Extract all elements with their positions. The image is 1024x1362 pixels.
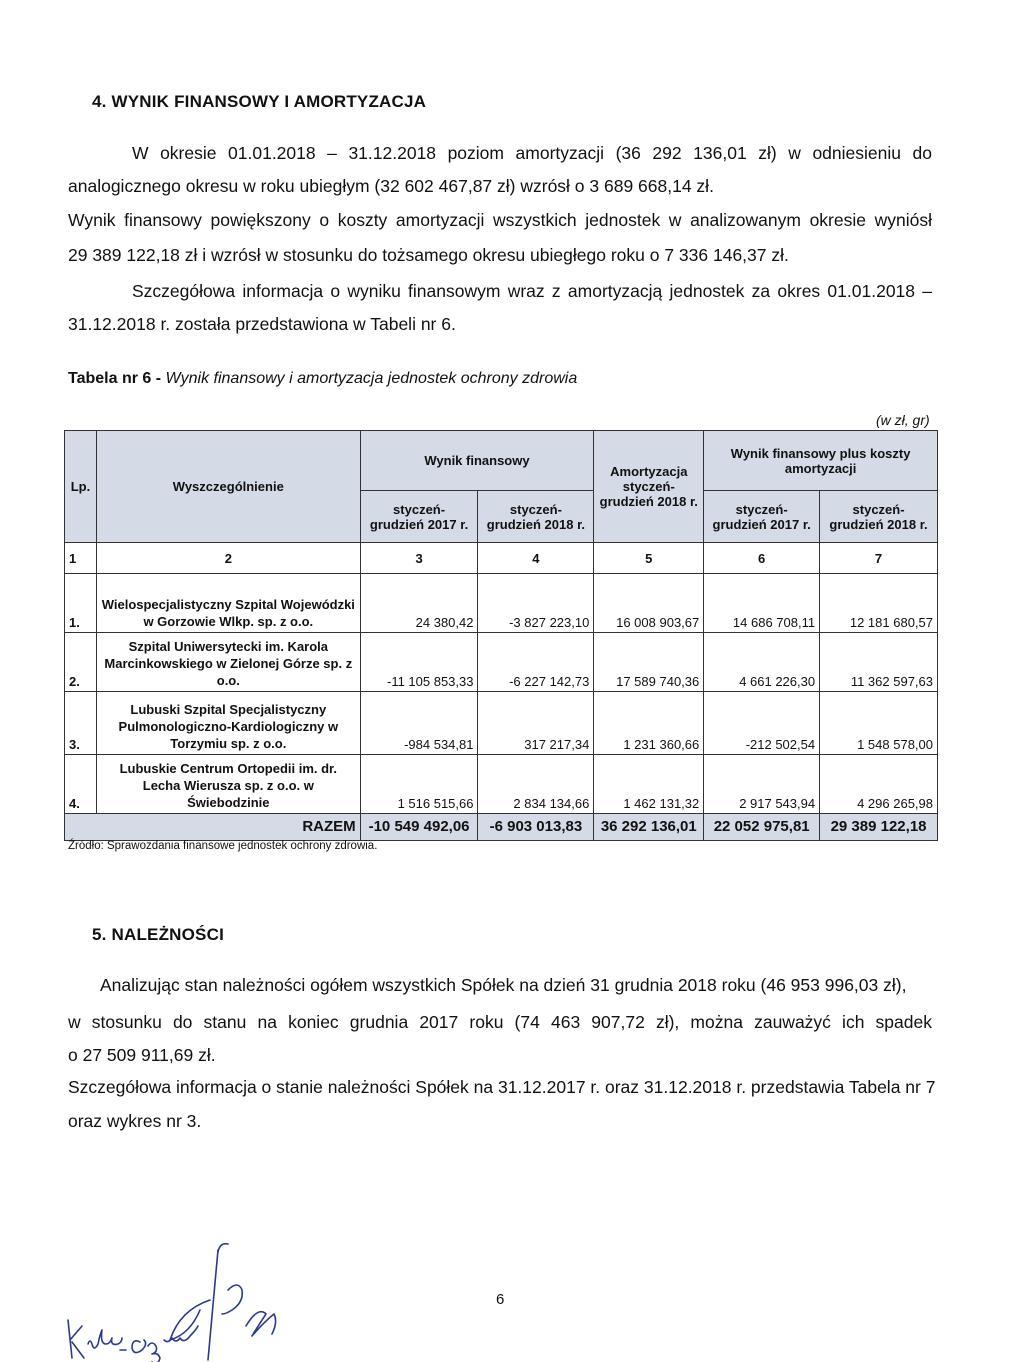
section-4-heading: 4. WYNIK FINANSOWY I AMORTYZACJA <box>92 92 427 111</box>
header-plus-2018: styczeń- grudzień 2018 r. <box>820 491 938 543</box>
row-wynik-2018: -3 827 223,10 <box>478 574 594 633</box>
section-5-line-4: Szczegółowa informacja o stanie należności Spółek na 31.12.2017 r. oraz 31.12.2018 r. przedstawia Tabela nr 7 <box>68 1077 936 1097</box>
row-plus-2017: 14 686 708,11 <box>704 574 820 633</box>
row-plus-2018: 11 362 597,63 <box>820 633 938 692</box>
row-wynik-2017: 24 380,42 <box>360 574 478 633</box>
row-lp: 3. <box>65 692 97 755</box>
total-row <box>65 814 938 841</box>
row-amortyzacja: 1 231 360,66 <box>594 692 704 755</box>
row-wynik-2017: -11 105 853,33 <box>360 633 478 692</box>
total-plus-2018: 29 389 122,18 <box>820 814 938 841</box>
row-wynik-2018: 317 217,34 <box>478 692 594 755</box>
row-wynik-2018: 2 834 134,66 <box>478 755 594 814</box>
financial-table <box>64 430 938 841</box>
row-lp: 2. <box>65 633 97 692</box>
table-source-note: Źródło: Sprawozdania finansowe jednostek ochrony zdrowia. <box>68 840 378 852</box>
total-wynik-2017: -10 549 492,06 <box>360 814 478 841</box>
section-4-line-4: 29 389 122,18 zł i wzrósł w stosunku do tożsamego okresu ubiegłego roku o 7 336 146,37 zł. <box>68 245 789 265</box>
row-plus-2017: 4 661 226,30 <box>704 633 820 692</box>
section-5-line-5: oraz wykres nr 3. <box>68 1111 202 1131</box>
page-number: 6 <box>496 1291 505 1308</box>
section-4-line-6: 31.12.2018 r. została przedstawiona w Tabeli nr 6. <box>68 314 456 334</box>
row-name: Lubuski Szpital Specjalistyczny Pulmonologiczno-Kardiologiczny w Torzymiu sp. z o.o. <box>96 692 360 755</box>
header-plus-2017: styczeń- grudzień 2017 r. <box>704 491 820 543</box>
row-amortyzacja: 17 589 740,36 <box>594 633 704 692</box>
row-plus-2017: -212 502,54 <box>704 692 820 755</box>
row-name: Lubuskie Centrum Ortopedii im. dr. Lecha Wierusza sp. z o.o. w Świebodzinie <box>96 755 360 814</box>
total-label: RAZEM <box>65 814 361 841</box>
table-caption <box>68 370 577 388</box>
section-5-heading: 5. NALEŻNOŚCI <box>92 925 225 944</box>
header-wynik-2018: styczeń- grudzień 2018 r. <box>478 491 594 543</box>
column-number: 5 <box>594 543 704 574</box>
column-number: 7 <box>820 543 938 574</box>
total-wynik-2018: -6 903 013,83 <box>478 814 594 841</box>
row-amortyzacja: 1 462 131,32 <box>594 755 704 814</box>
section-4-line-1: W okresie 01.01.2018 – 31.12.2018 poziom amortyzacji (36 292 136,01 zł) w odniesieniu do <box>132 143 932 163</box>
row-wynik-2018: -6 227 142,73 <box>478 633 594 692</box>
total-plus-2017: 22 052 975,81 <box>704 814 820 841</box>
table-row <box>65 692 938 755</box>
table-caption-title: Wynik finansowy i amortyzacja jednostek ochrony zdrowia <box>165 370 578 387</box>
table-row <box>65 755 938 814</box>
column-number: 4 <box>478 543 594 574</box>
row-plus-2018: 1 548 578,00 <box>820 692 938 755</box>
handwritten-signature <box>60 1230 320 1362</box>
row-amortyzacja: 16 008 903,67 <box>594 574 704 633</box>
column-number: 6 <box>704 543 820 574</box>
section-5-line-1: Analizując stan należności ogółem wszystkich Spółek na dzień 31 grudnia 2018 roku (46 953 996,03 zł), <box>100 975 907 995</box>
header-amortyzacja: Amortyzacja styczeń- grudzień 2018 r. <box>594 431 704 543</box>
row-lp: 1. <box>65 574 97 633</box>
table-row <box>65 574 938 633</box>
column-number-row <box>65 543 938 574</box>
column-number: 3 <box>360 543 478 574</box>
row-name: Szpital Uniwersytecki im. Karola Marcinkowskiego w Zielonej Górze sp. z o.o. <box>96 633 360 692</box>
total-amortyzacja: 36 292 136,01 <box>594 814 704 841</box>
row-lp: 4. <box>65 755 97 814</box>
section-5-line-2: w stosunku do stanu na koniec grudnia 2017 roku (74 463 907,72 zł), można zauważyć ich spadek <box>68 1012 932 1032</box>
header-wynik-plus-amortyzacja: Wynik finansowy plus koszty amortyzacji <box>704 431 938 491</box>
section-4-line-5: Szczegółowa informacja o wyniku finansowym wraz z amortyzacją jednostek za okres 01.01.2018 – <box>132 281 932 301</box>
row-plus-2018: 12 181 680,57 <box>820 574 938 633</box>
row-wynik-2017: -984 534,81 <box>360 692 478 755</box>
row-plus-2018: 4 296 265,98 <box>820 755 938 814</box>
section-4-line-3: Wynik finansowy powiększony o koszty amortyzacji wszystkich jednostek w analizowanym okresie wyniósł <box>68 210 932 230</box>
section-4-line-2: analogicznego okresu w roku ubiegłym (32 602 467,87 zł) wzrósł o 3 689 668,14 zł. <box>68 176 714 196</box>
column-number: 2 <box>96 543 360 574</box>
row-plus-2017: 2 917 543,94 <box>704 755 820 814</box>
column-number: 1 <box>65 543 97 574</box>
row-name: Wielospecjalistyczny Szpital Wojewódzki w Gorzowie Wlkp. sp. z o.o. <box>96 574 360 633</box>
header-wynik-2017: styczeń- grudzień 2017 r. <box>360 491 478 543</box>
section-5-line-3: o 27 509 911,69 zł. <box>68 1045 216 1065</box>
table-caption-label: Tabela nr 6 - <box>68 370 166 387</box>
header-lp: Lp. <box>65 431 97 543</box>
row-wynik-2017: 1 516 515,66 <box>360 755 478 814</box>
table-row <box>65 633 938 692</box>
header-wynik-finansowy: Wynik finansowy <box>360 431 594 491</box>
table-unit-label: (w zł, gr) <box>876 412 930 428</box>
header-description: Wyszczególnienie <box>96 431 360 543</box>
